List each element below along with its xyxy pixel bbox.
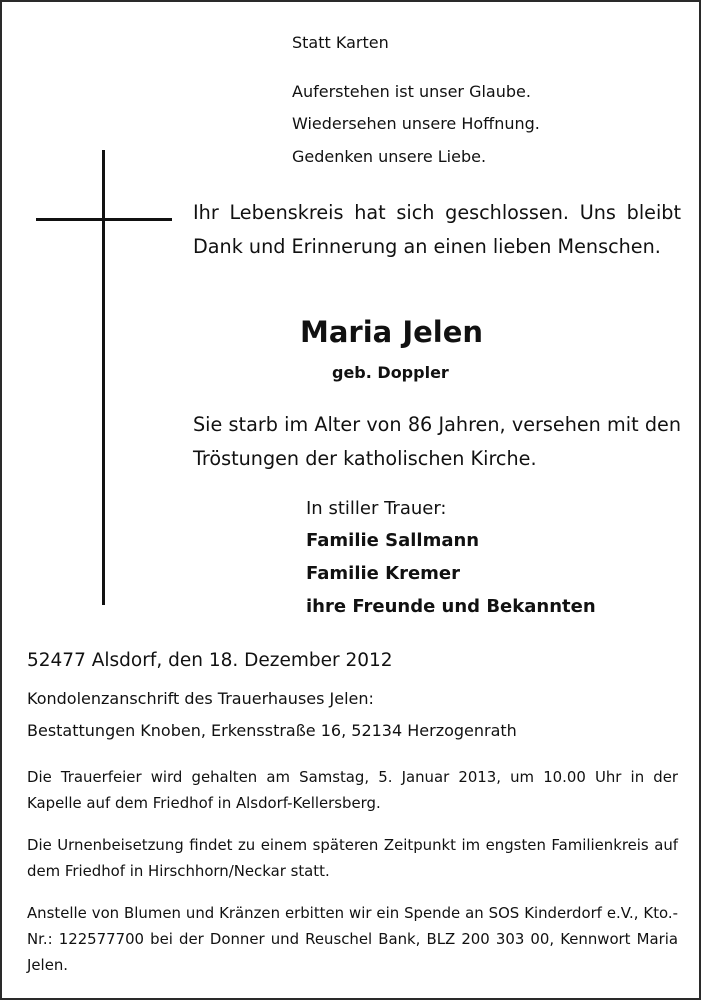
mourner-3: ihre Freunde und Bekannten: [306, 596, 596, 617]
ceremony-text: Die Trauerfeier wird gehalten am Samstag, 5. Januar 2013, um 10.00 Uhr in der Kapelle auf dem Friedhof in Alsdorf-Kellersberg.: [27, 768, 678, 812]
verse-line-3: Gedenken unsere Liebe.: [292, 147, 487, 166]
cross-horizontal-bar: [36, 218, 172, 221]
place-date: 52477 Alsdorf, den 18. Dezember 2012: [27, 650, 393, 671]
mourner-2: Familie Kremer: [306, 563, 461, 584]
birth-name: geb. Doppler: [332, 363, 449, 382]
mourning-label: In stiller Trauer:: [306, 498, 447, 519]
deceased-name: Maria Jelen: [300, 315, 484, 349]
intro-text: Ihr Lebenskreis hat sich geschlossen. Uns bleibt Dank und Erinnerung an einen lieben Menschen.: [193, 201, 681, 258]
urn-text: Die Urnenbeisetzung findet zu einem späteren Zeitpunkt im engsten Familienkreis auf dem Friedhof in Hirschhorn/Neckar statt.: [27, 836, 678, 880]
verse-line-1: Auferstehen ist unser Glaube.: [292, 82, 531, 101]
verse-line-2: Wiedersehen unsere Hoffnung.: [292, 114, 540, 133]
donation-text: Anstelle von Blumen und Kränzen erbitten wir ein Spende an SOS Kinderdorf e.V., Kto.-Nr.: 122577700 bei der Donner und Reuschel Bank, BLZ 200 303 00, Kennwort Maria Jelen.: [27, 904, 678, 974]
condolence-label: Kondolenzanschrift des Trauerhauses Jelen:: [27, 689, 374, 708]
mourner-1: Familie Sallmann: [306, 530, 480, 551]
condolence-address: Bestattungen Knoben, Erkensstraße 16, 52134 Herzogenrath: [27, 721, 517, 740]
age-text: Sie starb im Alter von 86 Jahren, versehen mit den Tröstungen der katholischen Kirche.: [193, 413, 681, 470]
statt-karten: Statt Karten: [292, 33, 389, 52]
